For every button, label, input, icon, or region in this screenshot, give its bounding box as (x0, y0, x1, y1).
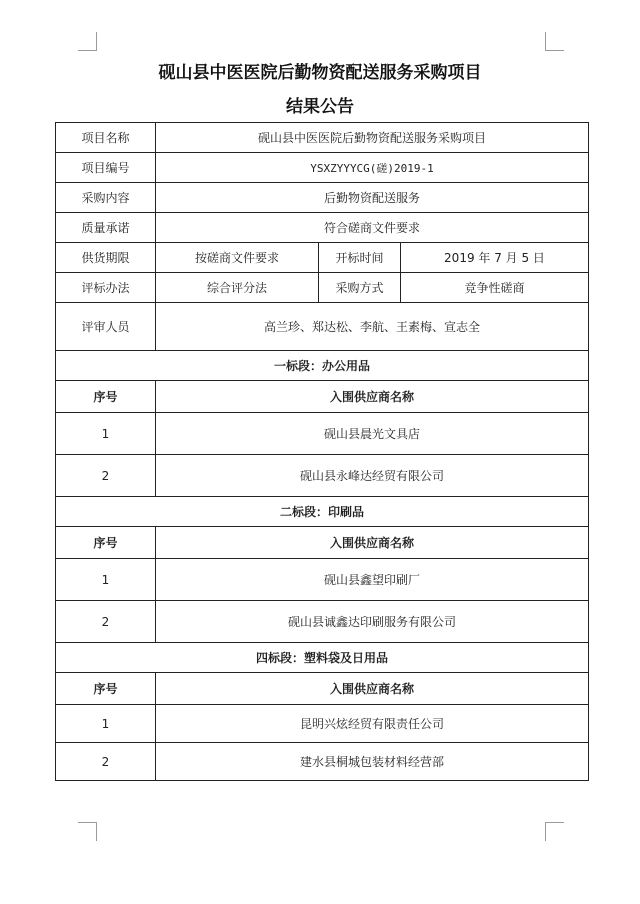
row-no: 1 (56, 705, 156, 743)
value-eval: 综合评分法 (156, 273, 319, 303)
section-heading (56, 351, 589, 381)
value-method: 竞争性磋商 (401, 273, 589, 303)
column-header-no: 序号 (56, 673, 156, 705)
label-method: 采购方式 (319, 273, 401, 303)
column-header-supplier: 入围供应商名称 (156, 673, 589, 705)
row-no: 1 (56, 559, 156, 601)
column-header-no: 序号 (56, 381, 156, 413)
crop-mark-bottom-right (545, 822, 564, 841)
label-eval: 评标办法 (56, 273, 156, 303)
label-project-no: 项目编号 (56, 153, 156, 183)
column-header-supplier: 入围供应商名称 (156, 527, 589, 559)
table-row (56, 705, 589, 743)
label-quality: 质量承诺 (56, 213, 156, 243)
supplier-name: 砚山县诚鑫达印刷服务有限公司 (156, 601, 589, 643)
label-open-time: 开标时间 (319, 243, 401, 273)
row-no: 2 (56, 601, 156, 643)
label-project-name: 项目名称 (56, 123, 156, 153)
value-quality: 符合磋商文件要求 (156, 213, 589, 243)
section-1-heading: 一标段：办公用品 (56, 351, 589, 381)
section-heading (56, 643, 589, 673)
supplier-name: 砚山县晨光文具店 (156, 413, 589, 455)
label-supply: 供货期限 (56, 243, 156, 273)
supplier-name: 建水县桐城包装材料经营部 (156, 743, 589, 781)
row-no: 2 (56, 455, 156, 497)
section-2-heading: 二标段：印刷品 (56, 497, 589, 527)
crop-mark-top-left (78, 32, 97, 51)
supplier-name: 昆明兴炫经贸有限责任公司 (156, 705, 589, 743)
announcement-table (55, 122, 589, 781)
row-quality (56, 213, 589, 243)
table-row (56, 559, 589, 601)
column-header-no: 序号 (56, 527, 156, 559)
document-subtitle: 结果公告 (286, 97, 354, 117)
section-4-header-row (56, 673, 589, 705)
value-open-time: 2019 年 7 月 5 日 (401, 243, 589, 273)
value-supply: 按磋商文件要求 (156, 243, 319, 273)
document-title: 砚山县中医医院后勤物资配送服务采购项目 (158, 63, 482, 83)
row-no: 2 (56, 743, 156, 781)
row-content (56, 183, 589, 213)
row-eval-method (56, 273, 589, 303)
value-project-name: 砚山县中医医院后勤物资配送服务采购项目 (156, 123, 589, 153)
row-project-name (56, 123, 589, 153)
column-header-supplier: 入围供应商名称 (156, 381, 589, 413)
section-2-header-row (56, 527, 589, 559)
label-content: 采购内容 (56, 183, 156, 213)
value-project-no: YSXZYYYCG(磋)2019-1 (156, 153, 589, 183)
table-row (56, 601, 589, 643)
table-row (56, 413, 589, 455)
row-reviewers (56, 303, 589, 351)
section-4-heading: 四标段：塑料袋及日用品 (56, 643, 589, 673)
value-content: 后勤物资配送服务 (156, 183, 589, 213)
supplier-name: 砚山县永峰达经贸有限公司 (156, 455, 589, 497)
row-project-no (56, 153, 589, 183)
table-row (56, 743, 589, 781)
row-supply-open (56, 243, 589, 273)
section-1-header-row (56, 381, 589, 413)
section-heading (56, 497, 589, 527)
row-no: 1 (56, 413, 156, 455)
crop-mark-bottom-left (78, 822, 97, 841)
crop-mark-top-right (545, 32, 564, 51)
label-reviewers: 评审人员 (56, 303, 156, 351)
table-row (56, 455, 589, 497)
value-reviewers: 高兰珍、郑达松、李航、王素梅、宣志全 (156, 303, 589, 351)
supplier-name: 砚山县鑫望印刷厂 (156, 559, 589, 601)
